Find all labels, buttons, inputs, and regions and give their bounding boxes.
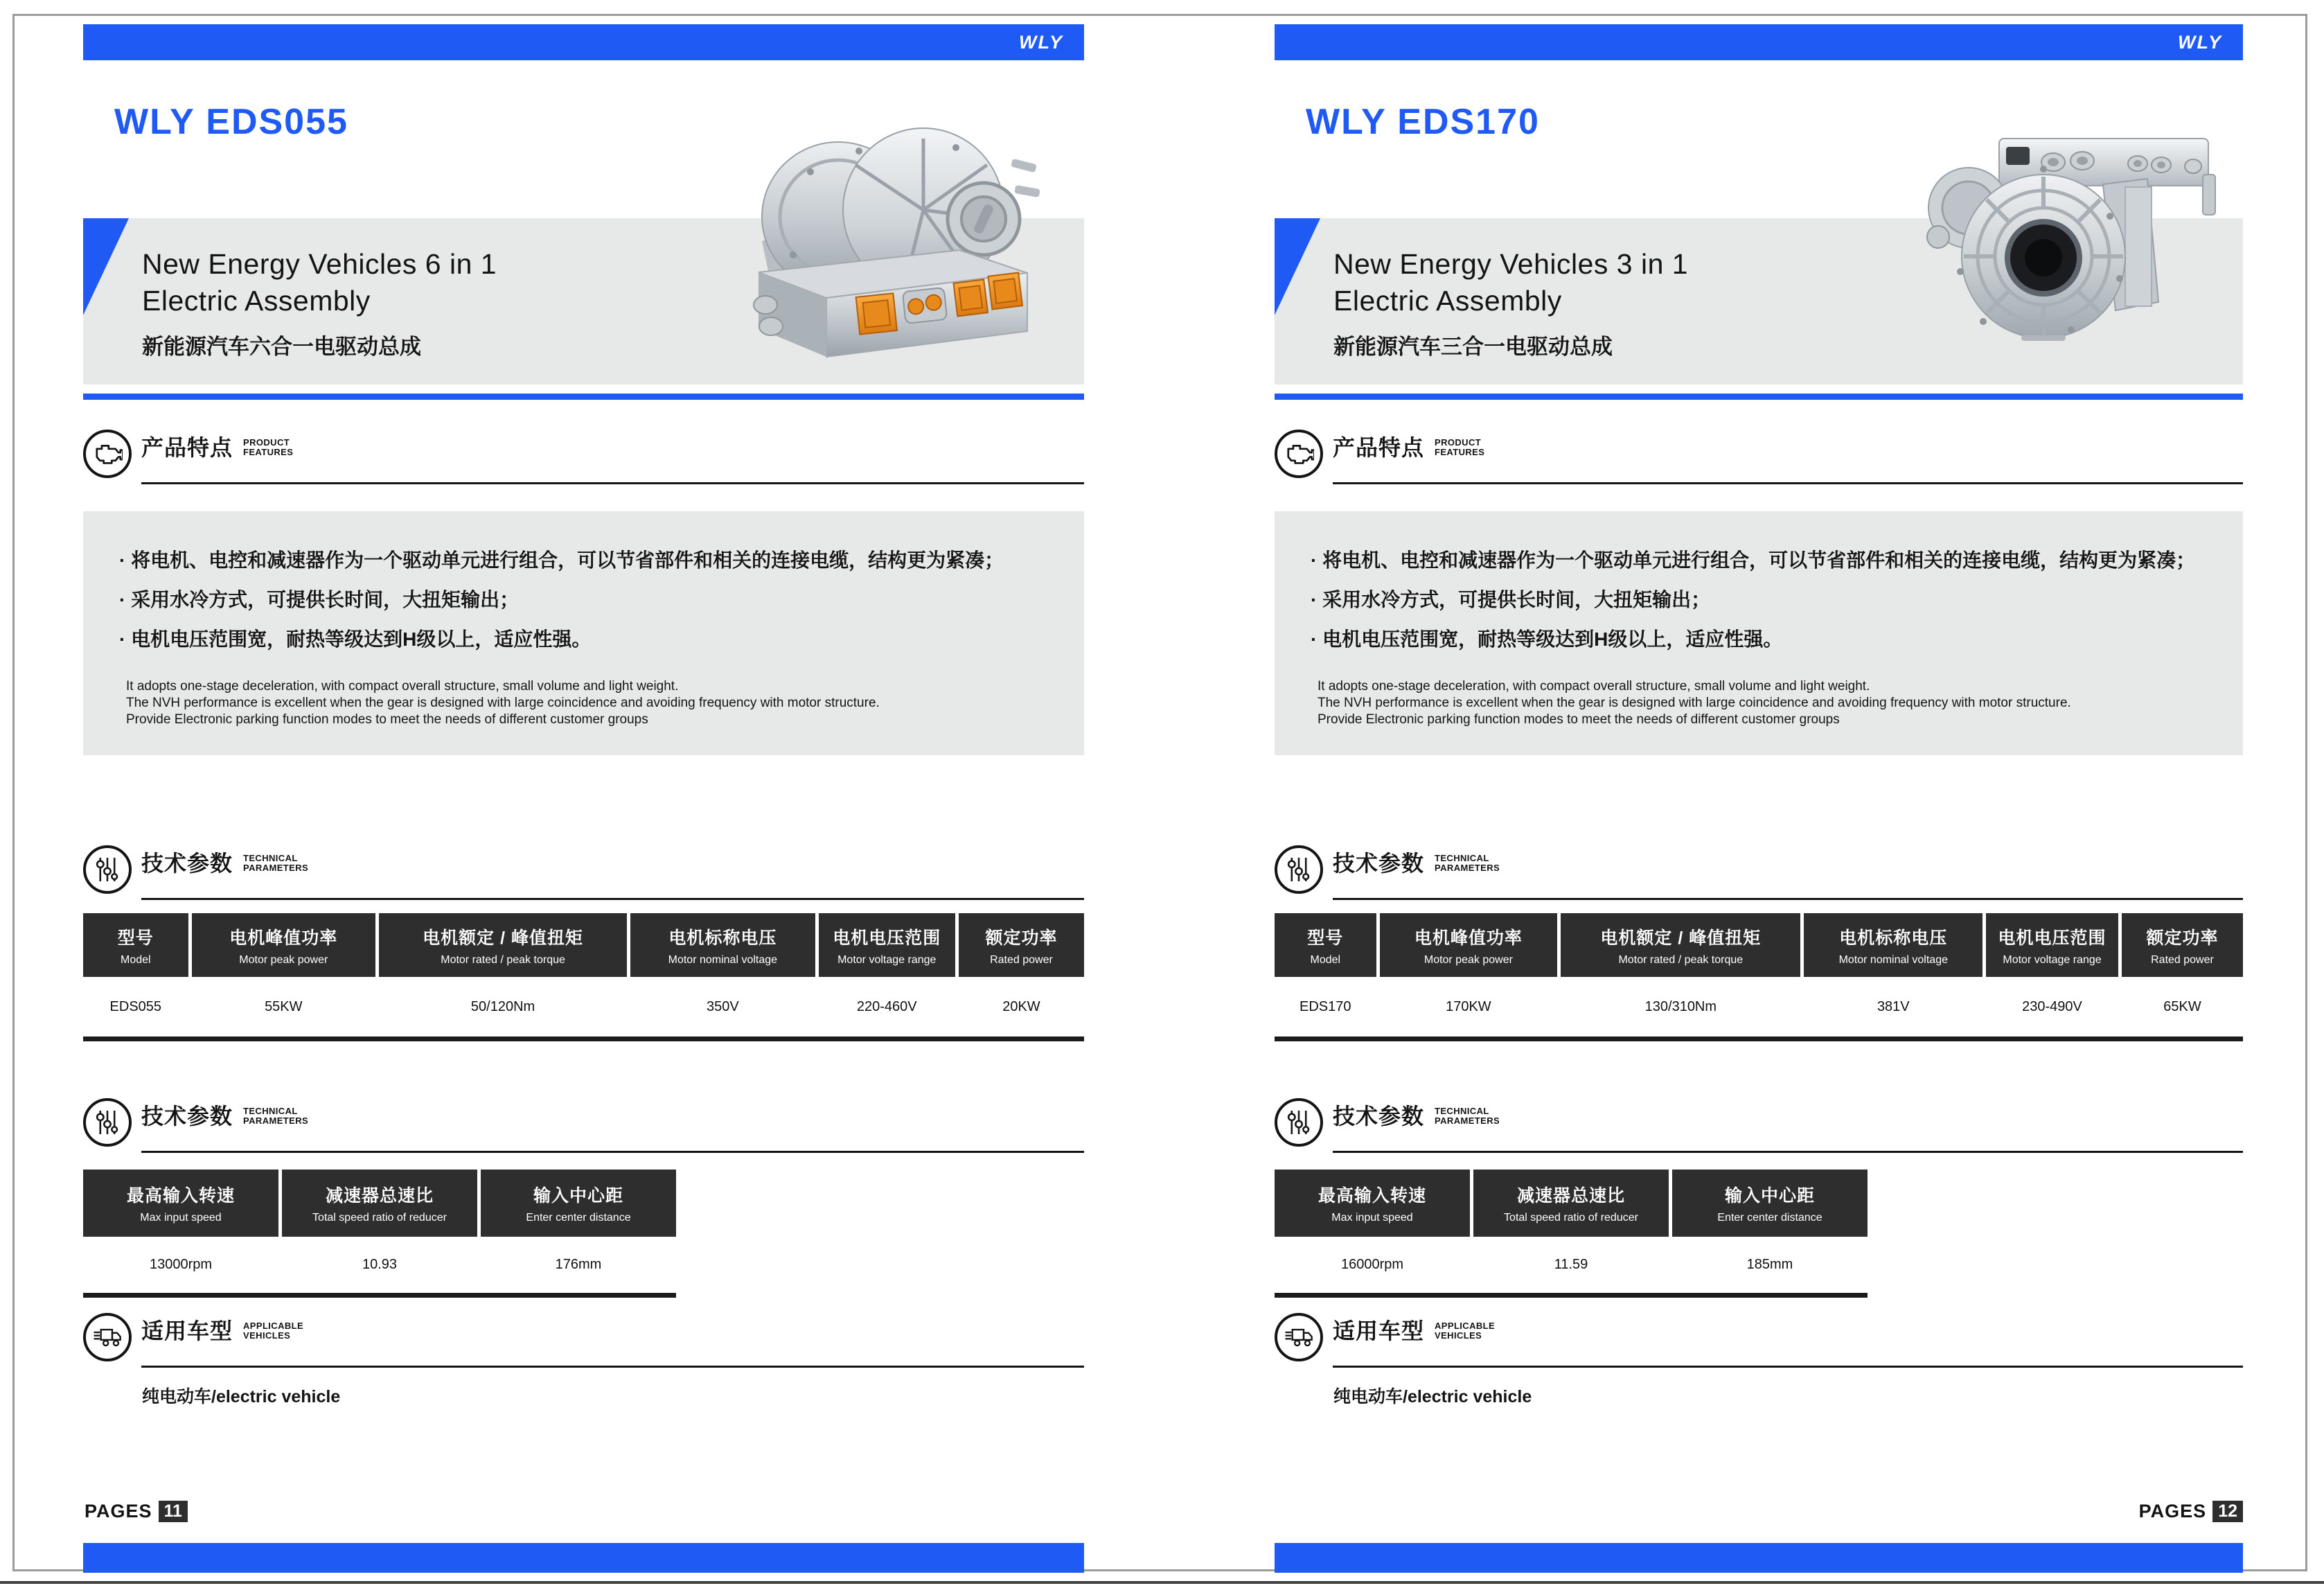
sheet-bottom-edge [0, 1581, 2324, 1584]
spec-table-value-row [1275, 978, 2243, 1035]
drive-unit-illustration [1917, 133, 2233, 341]
section-title-zh: 适用车型 [141, 1318, 233, 1343]
table-bottom-rule [83, 1036, 1084, 1041]
header-bar [83, 24, 1084, 60]
spec-value: EDS055 [109, 998, 162, 1014]
spec-column-header: 电机电压范围 Motor voltage range [1986, 913, 2118, 977]
spec-column-header: 电机标称电压 Motor nominal voltage [630, 913, 815, 977]
gear-table-value-row [83, 1239, 676, 1291]
applicable-vehicle-value: 纯电动车/electric vehicle [142, 1387, 341, 1406]
section-title-zh: 技术参数 [1333, 1104, 1425, 1129]
spec-column-header: 电机额定 / 峰值扭矩 Motor rated / peak torque [1561, 913, 1800, 977]
spec-column-header: 最高输入转速 Max input speed [83, 1170, 278, 1237]
spec-column-header: 减速器总速比 Total speed ratio of reducer [282, 1170, 477, 1237]
spec-table-header-row [1275, 913, 2243, 977]
section-rule [1333, 898, 2243, 900]
gear-table-value-row [1275, 1239, 1868, 1291]
section-title-en: PRODUCT FEATURES [1435, 437, 1485, 457]
engine-icon [1275, 430, 1323, 478]
section-title-en: TECHNICAL PARAMETERS [243, 853, 309, 873]
section-rule [1333, 1366, 2243, 1368]
section-title-en: PRODUCT FEATURES [243, 437, 294, 457]
gear-table-header-row [1275, 1170, 1868, 1237]
banner-title-line2: Electric Assembly [1333, 285, 1562, 317]
corner-triangle [83, 218, 129, 315]
feature-bullet: · 采用水冷方式，可提供长时间，大扭矩输出； [119, 589, 520, 610]
spec-value: 13000rpm [149, 1257, 213, 1272]
spec-value: 220-460V [856, 998, 917, 1014]
spec-table-header-row [83, 913, 1084, 977]
feature-bullet: · 采用水冷方式，可提供长时间，大扭矩输出； [1311, 589, 1711, 610]
sliders-icon [83, 845, 132, 894]
feature-line-en: The NVH performance is excellent when the gear is designed with large coincidence and avoiding frequency with motor structure. [126, 696, 880, 710]
spec-value: 130/310Nm [1644, 998, 1717, 1014]
feature-english-paragraph [1311, 678, 2222, 728]
spec-column-header: 输入中心距 Enter center distance [481, 1170, 676, 1237]
feature-bullet: · 将电机、电控和减速器作为一个驱动单元进行组合，可以节省部件和相关的连接电缆，结构更为紧凑； [119, 549, 1004, 571]
banner-underline [1275, 394, 2243, 400]
section-rule [1333, 482, 2243, 484]
product-photo-eds055 [745, 123, 1043, 359]
header-bar [1275, 24, 2243, 60]
engine-icon [83, 430, 132, 478]
sliders-icon [83, 1098, 132, 1147]
feature-bullet: · 将电机、电控和减速器作为一个驱动单元进行组合，可以节省部件和相关的连接电缆，结构更为紧凑； [1311, 549, 2196, 571]
spec-value: 381V [1877, 998, 1910, 1014]
gear-table-header-row [83, 1170, 676, 1237]
footer-bar [1275, 1543, 2243, 1573]
banner-subtitle-zh: 新能源汽车三合一电驱动总成 [1333, 335, 1613, 359]
spec-column-header: 额定功率 Rated power [959, 913, 1084, 977]
pages-label: PAGES [85, 1501, 152, 1521]
feature-line-en: It adopts one-stage deceleration, with compact overall structure, small volume and light weight. [126, 679, 679, 694]
section-technical-parameters-2 [1275, 1098, 2243, 1158]
section-rule [1333, 1151, 2243, 1153]
page-number-badge: 11 [159, 1501, 188, 1522]
spec-column-header: 电机电压范围 Motor voltage range [819, 913, 955, 977]
feature-line-en: It adopts one-stage deceleration, with compact overall structure, small volume and light weight. [1318, 679, 1870, 694]
spec-column-header: 型号 Model [83, 913, 188, 977]
section-title-en: TECHNICAL PARAMETERS [1435, 1106, 1500, 1126]
section-title-en: APPLICABLE VEHICLES [243, 1321, 304, 1341]
page-number-row [85, 1501, 188, 1522]
feature-line-en: The NVH performance is excellent when the gear is designed with large coincidence and avoiding frequency with motor structure. [1318, 696, 2071, 710]
spec-value: 55KW [265, 998, 303, 1014]
spec-value: 50/120Nm [470, 998, 535, 1014]
banner-subtitle-zh: 新能源汽车六合一电驱动总成 [142, 335, 421, 359]
feature-box [1275, 511, 2243, 755]
section-product-features [83, 430, 1084, 489]
section-technical-parameters-2 [83, 1098, 1084, 1158]
spec-column-header: 最高输入转速 Max input speed [1275, 1170, 1470, 1237]
section-product-features [1275, 430, 2243, 489]
page-number-row [2139, 1501, 2243, 1522]
spec-value: 170KW [1446, 998, 1491, 1014]
banner-title-line2: Electric Assembly [142, 285, 371, 317]
truck-icon [1275, 1313, 1323, 1361]
spec-table-value-row [83, 978, 1084, 1035]
sliders-icon [1275, 1098, 1323, 1147]
section-title-zh: 产品特点 [141, 435, 233, 460]
feature-box [83, 511, 1084, 755]
page-number-badge: 12 [2212, 1501, 2243, 1522]
feature-english-paragraph [119, 678, 1063, 728]
applicable-vehicle-value: 纯电动车/electric vehicle [1333, 1387, 1532, 1406]
page-title: WLY EDS055 [114, 102, 348, 142]
banner-title [142, 246, 497, 319]
feature-line-en: Provide Electronic parking function modes to meet the needs of different customer groups [126, 712, 648, 727]
banner-title [1333, 246, 1688, 319]
section-title-zh: 产品特点 [1333, 435, 1425, 460]
spec-value: 176mm [555, 1257, 602, 1272]
spec-column-header: 电机额定 / 峰值扭矩 Motor rated / peak torque [379, 913, 627, 977]
spec-column-header: 额定功率 Rated power [2122, 913, 2243, 977]
section-title-en: TECHNICAL PARAMETERS [1435, 853, 1500, 873]
spec-value: 11.59 [1554, 1257, 1588, 1272]
spec-column-header: 输入中心距 Enter center distance [1672, 1170, 1868, 1237]
spec-column-header: 型号 Model [1275, 913, 1376, 977]
spec-value: 16000rpm [1340, 1257, 1404, 1272]
spec-column-header: 电机标称电压 Motor nominal voltage [1804, 913, 1983, 977]
footer-bar [83, 1543, 1084, 1573]
pages-label: PAGES [2138, 1501, 2207, 1521]
brand-logo: WLY [1019, 31, 1063, 53]
banner-title-line1: New Energy Vehicles 6 in 1 [142, 248, 497, 280]
spec-column-header: 电机峰值功率 Motor peak power [192, 913, 375, 977]
feature-line-en: Provide Electronic parking function modes to meet the needs of different customer groups [1318, 712, 1840, 727]
section-title-zh: 适用车型 [1333, 1318, 1425, 1343]
sliders-icon [1275, 845, 1323, 894]
banner-title-line1: New Energy Vehicles 3 in 1 [1333, 248, 1689, 280]
spec-value: 10.93 [362, 1257, 398, 1272]
spec-column-header: 减速器总速比 Total speed ratio of reducer [1473, 1170, 1669, 1237]
feature-bullet: · 电机电压范围宽，耐热等级达到H级以上，适应性强。 [119, 628, 592, 650]
catalog-page-eds170 [1275, 0, 2243, 1588]
table-bottom-rule [83, 1293, 676, 1298]
banner-underline [83, 394, 1084, 400]
brand-logo: WLY [2178, 31, 2222, 53]
product-photo-eds170 [1917, 133, 2233, 337]
feature-bullet: · 电机电压范围宽，耐热等级达到H级以上，适应性强。 [1311, 628, 1783, 650]
section-title-en: TECHNICAL PARAMETERS [243, 1106, 309, 1126]
section-rule [141, 898, 1084, 900]
table-bottom-rule [1275, 1036, 2243, 1041]
section-rule [141, 482, 1084, 484]
section-title-zh: 技术参数 [141, 851, 233, 876]
section-rule [141, 1366, 1084, 1368]
table-bottom-rule [1275, 1293, 1868, 1298]
section-title-zh: 技术参数 [141, 1104, 233, 1129]
truck-icon [83, 1313, 132, 1361]
section-applicable-vehicles [83, 1313, 1084, 1373]
spec-value: EDS170 [1300, 998, 1351, 1014]
spec-value: 20KW [1002, 998, 1040, 1014]
spec-value: 350V [706, 998, 739, 1014]
page-title: WLY EDS170 [1306, 102, 1540, 142]
drive-unit-illustration [745, 123, 1043, 359]
corner-triangle [1275, 218, 1320, 315]
catalog-page-eds055 [83, 0, 1084, 1588]
section-rule [141, 1151, 1084, 1153]
section-title-en: APPLICABLE VEHICLES [1435, 1321, 1496, 1341]
spec-column-header: 电机峰值功率 Motor peak power [1380, 913, 1558, 977]
section-technical-parameters-1 [83, 845, 1084, 905]
section-applicable-vehicles [1275, 1313, 2243, 1373]
section-title-zh: 技术参数 [1333, 851, 1425, 876]
spec-value: 185mm [1746, 1257, 1793, 1272]
section-technical-parameters-1 [1275, 845, 2243, 905]
spec-value: 230-490V [2022, 998, 2082, 1014]
spec-value: 65KW [2163, 998, 2201, 1014]
